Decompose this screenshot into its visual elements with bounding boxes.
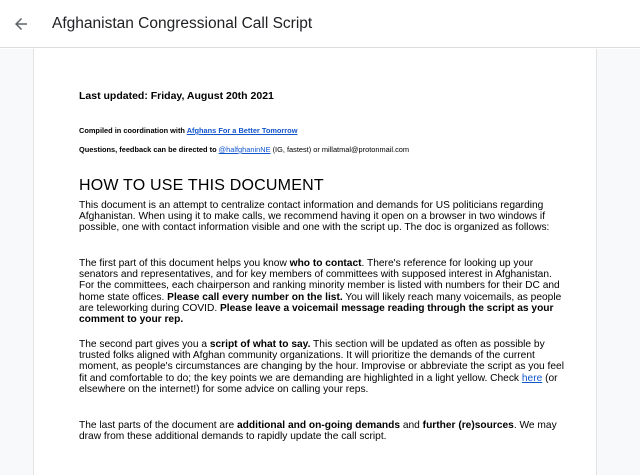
compiled-prefix: Compiled in coordination with (79, 126, 187, 135)
p4-text-3: . We may draw from these additional demands to rapidly update the call script. (79, 420, 557, 443)
compiled-line (79, 126, 297, 135)
last-updated-text: Last updated: Friday, August 20th 2021 (79, 90, 274, 102)
p2-bold-2: Please call every number on the list. (167, 291, 343, 303)
p3-text-2: This section will be updated as often as possible by trusted folks aligned with Afghan community organizations. It will prioritize the demands of the current moment, as people's circumstances are changing by the hour. Improvise or abbreviate the script as you feel fit and comfortable to do; the key points we are demanding are highlighted in a light yellow. Check (79, 339, 564, 384)
p2-text-1: The first part of this document helps you know (79, 258, 290, 269)
p2-bold-1: who to contact (289, 258, 362, 269)
section-heading: HOW TO USE THIS DOCUMENT (79, 177, 324, 194)
abt-link[interactable]: Afghans For a Better Tomorrow (186, 126, 298, 135)
document-title: Afghanistan Congressional Call Script (52, 14, 313, 32)
questions-suffix: (IG, fastest) or millatmal@protonmail.com (270, 145, 410, 154)
app-header (0, 0, 640, 48)
p4-text-2: and (400, 420, 423, 431)
p2-bold-3: Please leave a voicemail message reading through the script as your comment to your rep. (79, 302, 554, 326)
p4-text-1: The last parts of the document are (79, 420, 237, 431)
questions-prefix: Questions, feedback can be directed to (79, 145, 219, 154)
p4-bold-2: further (re)sources (422, 420, 514, 431)
p3-bold-1: script of what to say. (209, 339, 311, 350)
paragraph-who-to-contact (79, 258, 569, 325)
paragraph-additional (79, 420, 569, 442)
p2-text-3: You will likely reach many voicemails, as people are teleworking during COVID. (79, 291, 562, 314)
p2-text-2: . There's reference for looking up your senators and representatives, and for key members of committees with supposed interest in Afghanistan. For the committees, each chairperson and ranking minority member is listed with numbers for their DC and home state offices. (79, 258, 560, 303)
p4-bold-1: additional and on-going demands (237, 420, 400, 431)
document-page[interactable] (33, 49, 597, 475)
back-button[interactable] (9, 12, 33, 36)
p3-text-1: The second part gives you a (79, 339, 210, 350)
advice-link[interactable]: here (521, 372, 543, 384)
p3-text-3: (or elsewhere on the internet!) for some advice on calling your reps. (79, 372, 558, 395)
arrow-back-icon (12, 15, 30, 33)
paragraph-script (79, 339, 569, 395)
left-gutter (0, 49, 33, 475)
paragraph-intro: This document is an attempt to centralize contact information and demands for US politicians regarding Afghanistan. When using it to make calls, we recommend having it open on a browser in two windows if possible, one with contact information visible and one with the script up. The doc is organized as follows: (79, 200, 550, 234)
right-gutter (597, 49, 640, 475)
instagram-link[interactable]: @halfghaninNE (218, 145, 271, 154)
questions-line (79, 145, 409, 154)
